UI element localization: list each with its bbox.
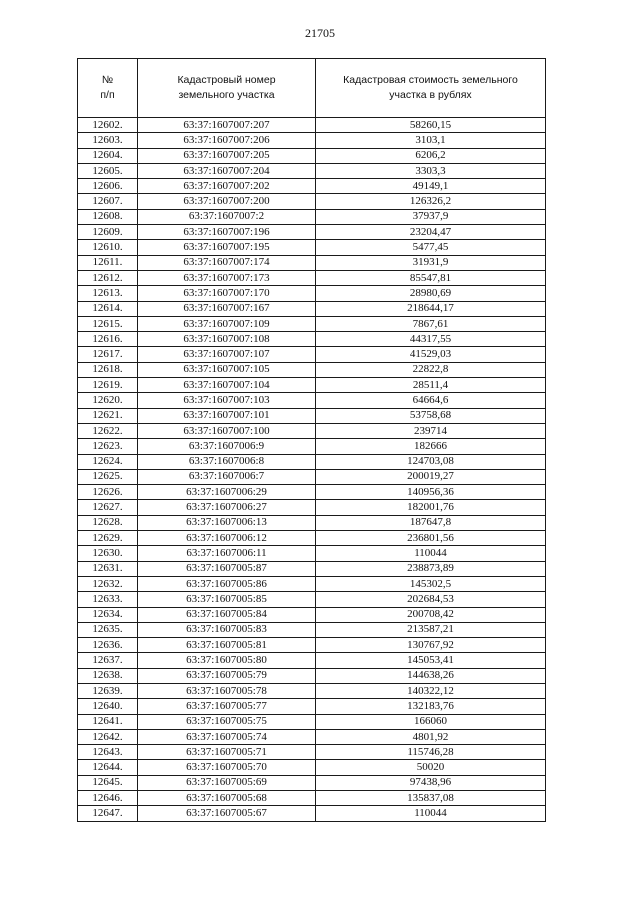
- row-index: 12616.: [78, 332, 138, 347]
- row-index: 12624.: [78, 454, 138, 469]
- cadastral-number: 63:37:1607005:70: [138, 760, 316, 775]
- cadastral-value: 200708,42: [316, 607, 546, 622]
- row-index: 12603.: [78, 133, 138, 148]
- cadastral-number: 63:37:1607007:200: [138, 194, 316, 209]
- row-index: 12608.: [78, 209, 138, 224]
- table-row: [78, 653, 546, 668]
- cadastral-value: 145302,5: [316, 576, 546, 591]
- row-index: 12609.: [78, 225, 138, 240]
- cadastral-number: 63:37:1607007:173: [138, 270, 316, 285]
- table-row: [78, 806, 546, 821]
- row-index: 12646.: [78, 791, 138, 806]
- cadastral-value: 6206,2: [316, 148, 546, 163]
- cadastral-number: 63:37:1607007:207: [138, 118, 316, 133]
- table-row: [78, 393, 546, 408]
- table-row: [78, 133, 546, 148]
- row-index: 12644.: [78, 760, 138, 775]
- table-row: [78, 622, 546, 637]
- cadastral-value: 202684,53: [316, 592, 546, 607]
- table-row: [78, 362, 546, 377]
- cadastral-value: 145053,41: [316, 653, 546, 668]
- table-row: [78, 179, 546, 194]
- cadastral-table: [77, 58, 546, 822]
- header-index: [78, 59, 138, 118]
- row-index: 12622.: [78, 423, 138, 438]
- cadastral-number: 63:37:1607005:86: [138, 576, 316, 591]
- page-number: 21705: [305, 26, 335, 40]
- cadastral-value: 236801,56: [316, 531, 546, 546]
- table-row: [78, 148, 546, 163]
- table-row: [78, 286, 546, 301]
- row-index: 12641.: [78, 714, 138, 729]
- cadastral-number: 63:37:1607007:100: [138, 423, 316, 438]
- cadastral-number: 63:37:1607007:174: [138, 255, 316, 270]
- row-index: 12618.: [78, 362, 138, 377]
- row-index: 12635.: [78, 622, 138, 637]
- cadastral-number: 63:37:1607006:7: [138, 469, 316, 484]
- table-row: [78, 316, 546, 331]
- table-row: [78, 118, 546, 133]
- row-index: 12628.: [78, 515, 138, 530]
- cadastral-value: 7867,61: [316, 316, 546, 331]
- row-index: 12640.: [78, 699, 138, 714]
- cadastral-value: 110044: [316, 806, 546, 821]
- row-index: 12623.: [78, 439, 138, 454]
- row-index: 12617.: [78, 347, 138, 362]
- cadastral-number: 63:37:1607006:8: [138, 454, 316, 469]
- cadastral-value: 182666: [316, 439, 546, 454]
- header-cadastral-value-line-1: Кадастровая стоимость земельного: [343, 74, 518, 86]
- cadastral-number: 63:37:1607007:104: [138, 378, 316, 393]
- header-index-line-2: п/п: [100, 89, 115, 101]
- cadastral-value: 239714: [316, 423, 546, 438]
- row-index: 12604.: [78, 148, 138, 163]
- cadastral-number: 63:37:1607005:71: [138, 745, 316, 760]
- table-row: [78, 668, 546, 683]
- table-header-row: [78, 59, 546, 118]
- cadastral-number: 63:37:1607005:84: [138, 607, 316, 622]
- cadastral-number: 63:37:1607005:68: [138, 791, 316, 806]
- row-index: 12630.: [78, 546, 138, 561]
- cadastral-number: 63:37:1607007:170: [138, 286, 316, 301]
- table-row: [78, 225, 546, 240]
- table-row: [78, 760, 546, 775]
- row-index: 12631.: [78, 561, 138, 576]
- cadastral-number: 63:37:1607005:75: [138, 714, 316, 729]
- header-cadastral-number-line-2: земельного участка: [178, 89, 275, 101]
- cadastral-number: 63:37:1607007:167: [138, 301, 316, 316]
- cadastral-value: 115746,28: [316, 745, 546, 760]
- cadastral-number: 63:37:1607007:107: [138, 347, 316, 362]
- cadastral-value: 28511,4: [316, 378, 546, 393]
- cadastral-number: 63:37:1607006:13: [138, 515, 316, 530]
- cadastral-value: 132183,76: [316, 699, 546, 714]
- table-row: [78, 378, 546, 393]
- cadastral-value: 140956,36: [316, 485, 546, 500]
- cadastral-number: 63:37:1607005:85: [138, 592, 316, 607]
- table-row: [78, 423, 546, 438]
- cadastral-number: 63:37:1607007:202: [138, 179, 316, 194]
- row-index: 12614.: [78, 301, 138, 316]
- table-row: [78, 592, 546, 607]
- row-index: 12645.: [78, 775, 138, 790]
- cadastral-value: 49149,1: [316, 179, 546, 194]
- cadastral-number: 63:37:1607005:81: [138, 638, 316, 653]
- cadastral-value: 37937,9: [316, 209, 546, 224]
- cadastral-number: 63:37:1607005:79: [138, 668, 316, 683]
- cadastral-value: 135837,08: [316, 791, 546, 806]
- table-row: [78, 240, 546, 255]
- row-index: 12620.: [78, 393, 138, 408]
- cadastral-number: 63:37:1607005:87: [138, 561, 316, 576]
- row-index: 12633.: [78, 592, 138, 607]
- cadastral-value: 28980,69: [316, 286, 546, 301]
- row-index: 12619.: [78, 378, 138, 393]
- cadastral-value: 200019,27: [316, 469, 546, 484]
- cadastral-value: 238873,89: [316, 561, 546, 576]
- row-index: 12621.: [78, 408, 138, 423]
- table-row: [78, 347, 546, 362]
- row-index: 12613.: [78, 286, 138, 301]
- table-row: [78, 485, 546, 500]
- cadastral-value: 124703,08: [316, 454, 546, 469]
- table-row: [78, 515, 546, 530]
- cadastral-value: 5477,45: [316, 240, 546, 255]
- cadastral-number: 63:37:1607007:196: [138, 225, 316, 240]
- table-row: [78, 531, 546, 546]
- cadastral-value: 22822,8: [316, 362, 546, 377]
- cadastral-value: 130767,92: [316, 638, 546, 653]
- cadastral-number: 63:37:1607005:67: [138, 806, 316, 821]
- cadastral-number: 63:37:1607007:205: [138, 148, 316, 163]
- table-row: [78, 454, 546, 469]
- cadastral-number: 63:37:1607007:109: [138, 316, 316, 331]
- row-index: 12610.: [78, 240, 138, 255]
- cadastral-number: 63:37:1607006:27: [138, 500, 316, 515]
- row-index: 12638.: [78, 668, 138, 683]
- row-index: 12639.: [78, 683, 138, 698]
- cadastral-number: 63:37:1607007:195: [138, 240, 316, 255]
- table-row: [78, 699, 546, 714]
- table-row: [78, 638, 546, 653]
- table-row: [78, 469, 546, 484]
- cadastral-number: 63:37:1607007:2: [138, 209, 316, 224]
- row-index: 12647.: [78, 806, 138, 821]
- cadastral-number: 63:37:1607005:74: [138, 729, 316, 744]
- table-row: [78, 301, 546, 316]
- cadastral-value: 50020: [316, 760, 546, 775]
- table-row: [78, 791, 546, 806]
- table-row: [78, 439, 546, 454]
- cadastral-value: 126326,2: [316, 194, 546, 209]
- cadastral-number: 63:37:1607007:101: [138, 408, 316, 423]
- row-index: 12643.: [78, 745, 138, 760]
- table-row: [78, 607, 546, 622]
- table-body: [78, 118, 546, 822]
- row-index: 12612.: [78, 270, 138, 285]
- table-row: [78, 270, 546, 285]
- cadastral-number: 63:37:1607007:206: [138, 133, 316, 148]
- header-cadastral-value-line-2: участка в рублях: [389, 89, 472, 101]
- cadastral-value: 140322,12: [316, 683, 546, 698]
- cadastral-number: 63:37:1607005:83: [138, 622, 316, 637]
- row-index: 12605.: [78, 163, 138, 178]
- cadastral-value: 3303,3: [316, 163, 546, 178]
- cadastral-number: 63:37:1607007:204: [138, 163, 316, 178]
- cadastral-value: 23204,47: [316, 225, 546, 240]
- row-index: 12636.: [78, 638, 138, 653]
- cadastral-number: 63:37:1607007:103: [138, 393, 316, 408]
- row-index: 12611.: [78, 255, 138, 270]
- cadastral-number: 63:37:1607006:11: [138, 546, 316, 561]
- cadastral-value: 58260,15: [316, 118, 546, 133]
- table-row: [78, 209, 546, 224]
- header-cadastral-value: [316, 59, 546, 118]
- cadastral-value: 53758,68: [316, 408, 546, 423]
- cadastral-number: 63:37:1607007:108: [138, 332, 316, 347]
- cadastral-value: 85547,81: [316, 270, 546, 285]
- cadastral-number: 63:37:1607006:9: [138, 439, 316, 454]
- row-index: 12629.: [78, 531, 138, 546]
- row-index: 12606.: [78, 179, 138, 194]
- cadastral-number: 63:37:1607007:105: [138, 362, 316, 377]
- header-cadastral-number-line-1: Кадастровый номер: [177, 74, 276, 86]
- table-row: [78, 714, 546, 729]
- table-row: [78, 500, 546, 515]
- table-row: [78, 729, 546, 744]
- cadastral-number: 63:37:1607006:12: [138, 531, 316, 546]
- cadastral-value: 166060: [316, 714, 546, 729]
- cadastral-value: 64664,6: [316, 393, 546, 408]
- table-row: [78, 255, 546, 270]
- table-row: [78, 576, 546, 591]
- cadastral-number: 63:37:1607006:29: [138, 485, 316, 500]
- cadastral-number: 63:37:1607005:80: [138, 653, 316, 668]
- table-row: [78, 194, 546, 209]
- header-index-line-1: №: [101, 74, 114, 86]
- cadastral-number: 63:37:1607005:69: [138, 775, 316, 790]
- cadastral-value: 144638,26: [316, 668, 546, 683]
- table-row: [78, 546, 546, 561]
- table-row: [78, 745, 546, 760]
- cadastral-value: 41529,03: [316, 347, 546, 362]
- cadastral-value: 213587,21: [316, 622, 546, 637]
- row-index: 12615.: [78, 316, 138, 331]
- row-index: 12642.: [78, 729, 138, 744]
- row-index: 12627.: [78, 500, 138, 515]
- cadastral-number: 63:37:1607005:78: [138, 683, 316, 698]
- table-row: [78, 408, 546, 423]
- table-row: [78, 561, 546, 576]
- row-index: 12607.: [78, 194, 138, 209]
- cadastral-value: 3103,1: [316, 133, 546, 148]
- cadastral-value: 187647,8: [316, 515, 546, 530]
- table-row: [78, 163, 546, 178]
- cadastral-value: 4801,92: [316, 729, 546, 744]
- cadastral-value: 31931,9: [316, 255, 546, 270]
- cadastral-number: 63:37:1607005:77: [138, 699, 316, 714]
- table-row: [78, 332, 546, 347]
- cadastral-value: 218644,17: [316, 301, 546, 316]
- row-index: 12637.: [78, 653, 138, 668]
- cadastral-value: 110044: [316, 546, 546, 561]
- row-index: 12602.: [78, 118, 138, 133]
- cadastral-value: 182001,76: [316, 500, 546, 515]
- table-row: [78, 775, 546, 790]
- row-index: 12625.: [78, 469, 138, 484]
- cadastral-value: 97438,96: [316, 775, 546, 790]
- cadastral-value: 44317,55: [316, 332, 546, 347]
- table-row: [78, 683, 546, 698]
- header-cadastral-number: [138, 59, 316, 118]
- row-index: 12632.: [78, 576, 138, 591]
- row-index: 12626.: [78, 485, 138, 500]
- row-index: 12634.: [78, 607, 138, 622]
